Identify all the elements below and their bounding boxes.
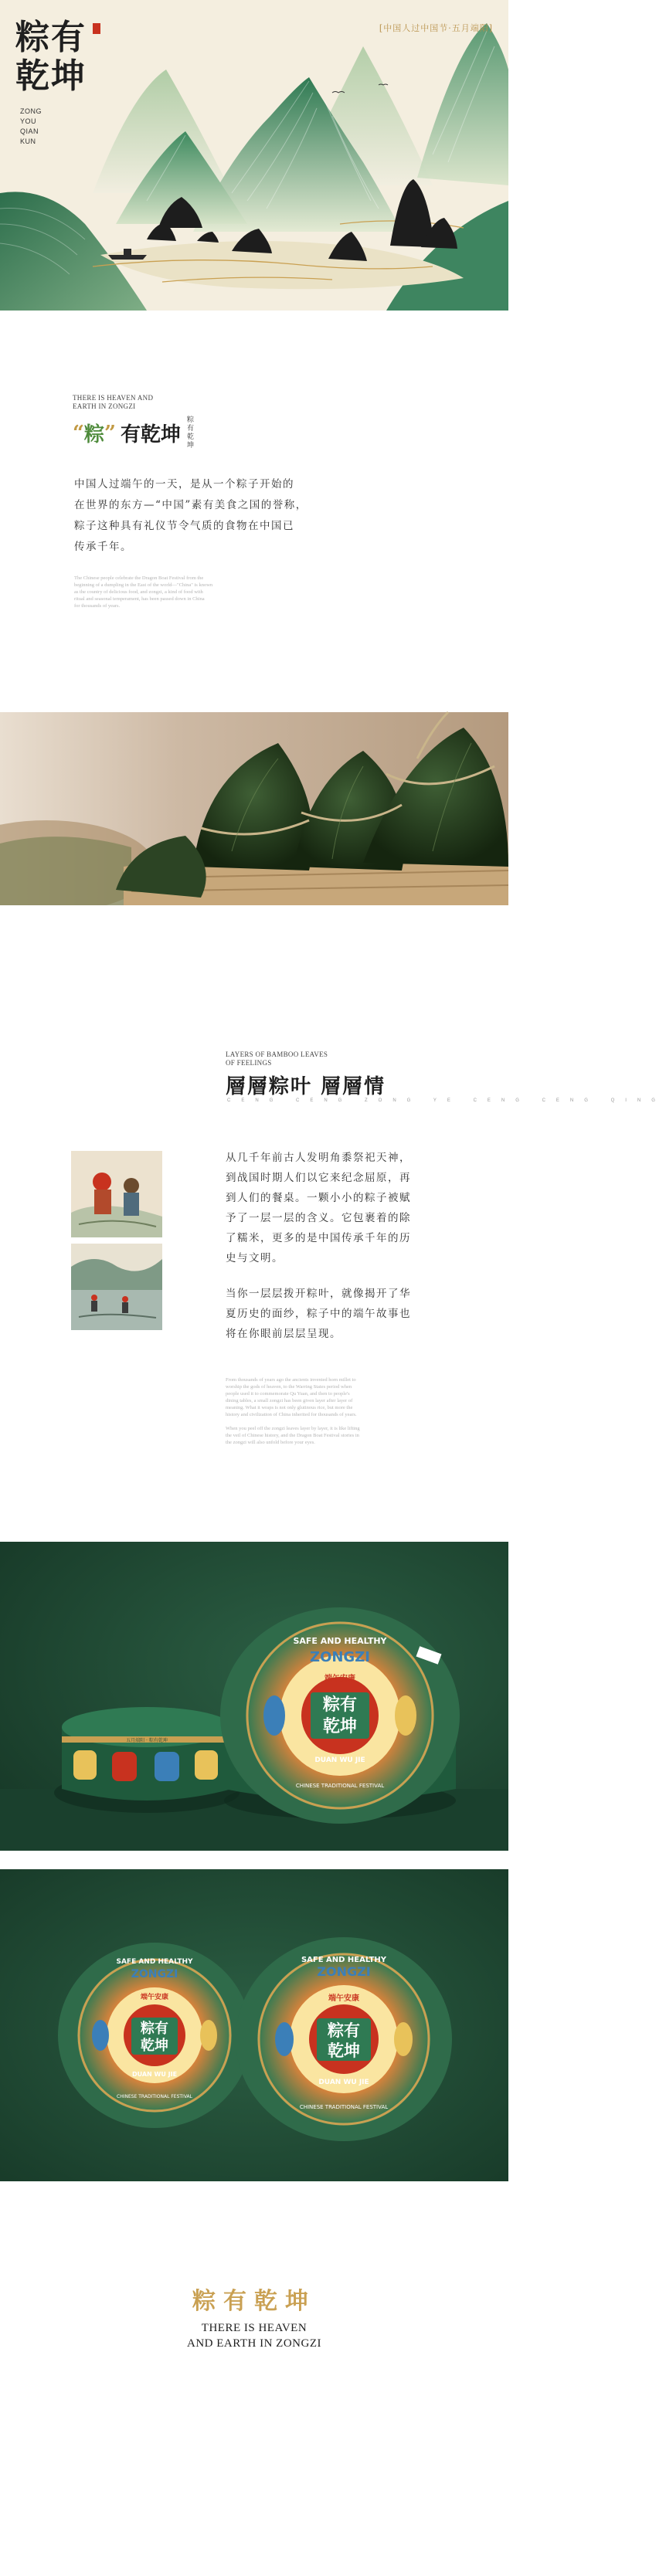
layers-title: 層層粽叶 層層情	[226, 1075, 386, 1098]
hero-banner	[0, 0, 508, 311]
brand-zong-char: 粽	[83, 423, 104, 446]
en-heading-line: LAYERS OF BAMBOO LEAVES	[226, 1050, 328, 1058]
lid-title-1: 粽有	[328, 2021, 360, 2040]
lid-arc-top: SAFE AND HEALTHY	[301, 1956, 387, 1964]
packaging-box-scene-1	[0, 1542, 508, 1851]
layers-en-paragraph	[226, 1376, 365, 1446]
lid-arc-top: SAFE AND HEALTHY	[116, 1958, 193, 1966]
cn-line: 将在你眼前层层呈现。	[226, 1328, 341, 1340]
section-gap	[0, 1851, 508, 1869]
hero-title-line2: 乾坤	[15, 56, 87, 96]
lid-brand: ZONGZI	[131, 1968, 178, 1980]
intro-brand-title	[73, 419, 181, 447]
layers-pinyin: CENG CENG ZONG YE CENG CENG QING	[227, 1098, 666, 1103]
box-band-text: 五月端阳 · 粽有乾坤	[126, 1738, 168, 1743]
pinyin-line: KUN	[20, 137, 36, 145]
en-line: history and civilization of China inherited for thousands of years.	[226, 1412, 357, 1417]
en-line: ritual and seasonal temperament, has been passed down in China	[74, 596, 205, 602]
cn-line: 从几千年前古人发明角黍祭祀天神，	[226, 1152, 411, 1164]
lid-title-1: 粽有	[322, 1695, 358, 1715]
en-heading-line: THERE IS HEAVEN AND	[73, 394, 154, 402]
en-line: as the country of delicious food, and zongzi, a kind of food with	[74, 589, 203, 595]
en-line: dining tables, a small zongzi has been given layer after layer of	[226, 1398, 353, 1403]
en-line: people used it to commemorate Qu Yuan, and then to people's	[226, 1391, 350, 1397]
lid-banner: 端午安康	[140, 1994, 169, 2001]
intro-en-heading	[73, 394, 153, 411]
hero-pinyin	[20, 107, 42, 147]
pinyin-line: YOU	[20, 117, 37, 125]
pinyin-line: ZONG	[20, 107, 42, 115]
layers-cn-paragraph-2	[226, 1284, 442, 1344]
packaging-photo-2	[0, 1869, 508, 2181]
footer-section	[0, 2181, 508, 2576]
cn-line: 到战国时期人们以它来纪念屈原，再	[226, 1172, 411, 1184]
ancient-painting-river	[71, 1244, 162, 1330]
layers-cn-paragraph-1	[226, 1148, 442, 1268]
seal-stamp	[93, 23, 100, 34]
lid-arc-bottom: CHINESE TRADITIONAL FESTIVAL	[299, 2104, 389, 2110]
cn-line: 在世界的东方—“中国”素有美食之国的誉称，	[74, 499, 308, 511]
footer-logo: 粽有乾坤	[192, 2288, 316, 2315]
en-heading-line: EARTH IN ZONGZI	[73, 402, 136, 410]
lid-title-2: 乾坤	[328, 2041, 360, 2060]
lid-banner: 端午安康	[325, 1675, 355, 1683]
hero-badge: [中国人过中国节·五月端阳]	[379, 23, 493, 33]
en-line: From thousands of years ago the ancients invented horn millet to	[226, 1377, 356, 1383]
cn-line: 了糯米，更多的是中国传承千年的历	[226, 1232, 411, 1244]
cn-line: 粽子这种具有礼仪节令气质的食物在中国已	[74, 520, 294, 532]
en-line: the veil of Chinese history, and the Dragon Boat Festival stories in	[226, 1433, 359, 1438]
lid-title-2: 乾坤	[141, 2038, 168, 2054]
en-line: When you peel off the zongzi leaves layer by layer, it is like lifting	[226, 1426, 360, 1431]
en-line: for thousands of years.	[74, 603, 121, 609]
en-line	[226, 1418, 365, 1425]
lid-ribbon: DUAN WU JIE	[318, 2079, 369, 2086]
ancient-painting-ritual	[71, 1151, 162, 1237]
layers-en-heading	[226, 1050, 328, 1067]
lid-title-1: 粽有	[141, 2021, 168, 2037]
lid-ribbon: DUAN WU JIE	[131, 2071, 178, 2078]
hero-title	[15, 19, 87, 96]
layers-section	[0, 905, 666, 1542]
intro-section	[0, 311, 508, 712]
footer-en-line2: AND EARTH IN ZONGZI	[187, 2337, 321, 2350]
packaging-box-scene-2	[0, 1869, 508, 2181]
zongzi-basket-photo	[0, 712, 508, 905]
cn-line: 传承千年。	[74, 541, 132, 553]
pinyin-line: QIAN	[20, 127, 39, 135]
cn-line: 史与文明。	[226, 1252, 284, 1264]
brand-rest-chars: 有乾坤	[120, 423, 181, 446]
hero-title-line1: 粽有	[15, 18, 87, 57]
footer-en-line1: THERE IS HEAVEN	[201, 2322, 308, 2334]
en-line: the zongzi will also unfold before your eyes.	[226, 1440, 315, 1445]
lid-arc-bottom: CHINESE TRADITIONAL FESTIVAL	[117, 2094, 192, 2099]
lid-banner: 端午安康	[328, 1994, 359, 2003]
en-line: The Chinese people celebrate the Dragon Boat Festival from the	[74, 575, 204, 581]
lid-brand: ZONGZI	[317, 1964, 371, 1979]
lid-arc-bottom: CHINESE TRADITIONAL FESTIVAL	[295, 1783, 385, 1789]
lid-title-2: 乾坤	[322, 1716, 358, 1736]
lid-brand: ZONGZI	[310, 1649, 370, 1665]
cn-line: 夏历史的面纱，粽子中的端午故事也	[226, 1308, 411, 1320]
brand-vertical-mini: 粽有乾坤	[187, 416, 195, 450]
en-line: beginning of a dumpling in the East of the world—"China" is known	[74, 582, 213, 588]
quote-mark-icon: “	[73, 421, 84, 445]
cn-line: 当你一层层拨开粽叶，就像揭开了华	[226, 1288, 411, 1300]
cn-line: 到人们的餐桌。一颗小小的粽子被赋	[226, 1192, 411, 1204]
lid-ribbon: DUAN WU JIE	[314, 1756, 365, 1764]
lid-arc-top: SAFE AND HEALTHY	[293, 1636, 387, 1646]
en-heading-line: OF FEELINGS	[226, 1059, 272, 1067]
en-line: worship the gods of heaven, to the Warring States period when	[226, 1384, 352, 1390]
intro-cn-paragraph	[74, 474, 329, 558]
cn-line: 中国人过端午的一天，是从一个粽子开始的	[74, 478, 294, 490]
quote-mark-icon: ”	[104, 421, 116, 445]
en-line: meaning. What it wraps is not only glutinous rice, but more the	[226, 1405, 353, 1410]
zongzi-photo	[0, 712, 508, 905]
cn-line: 予了一层一层的含义。它包裹着的除	[226, 1212, 411, 1224]
packaging-photo-1	[0, 1542, 508, 1851]
intro-en-paragraph	[74, 575, 260, 609]
